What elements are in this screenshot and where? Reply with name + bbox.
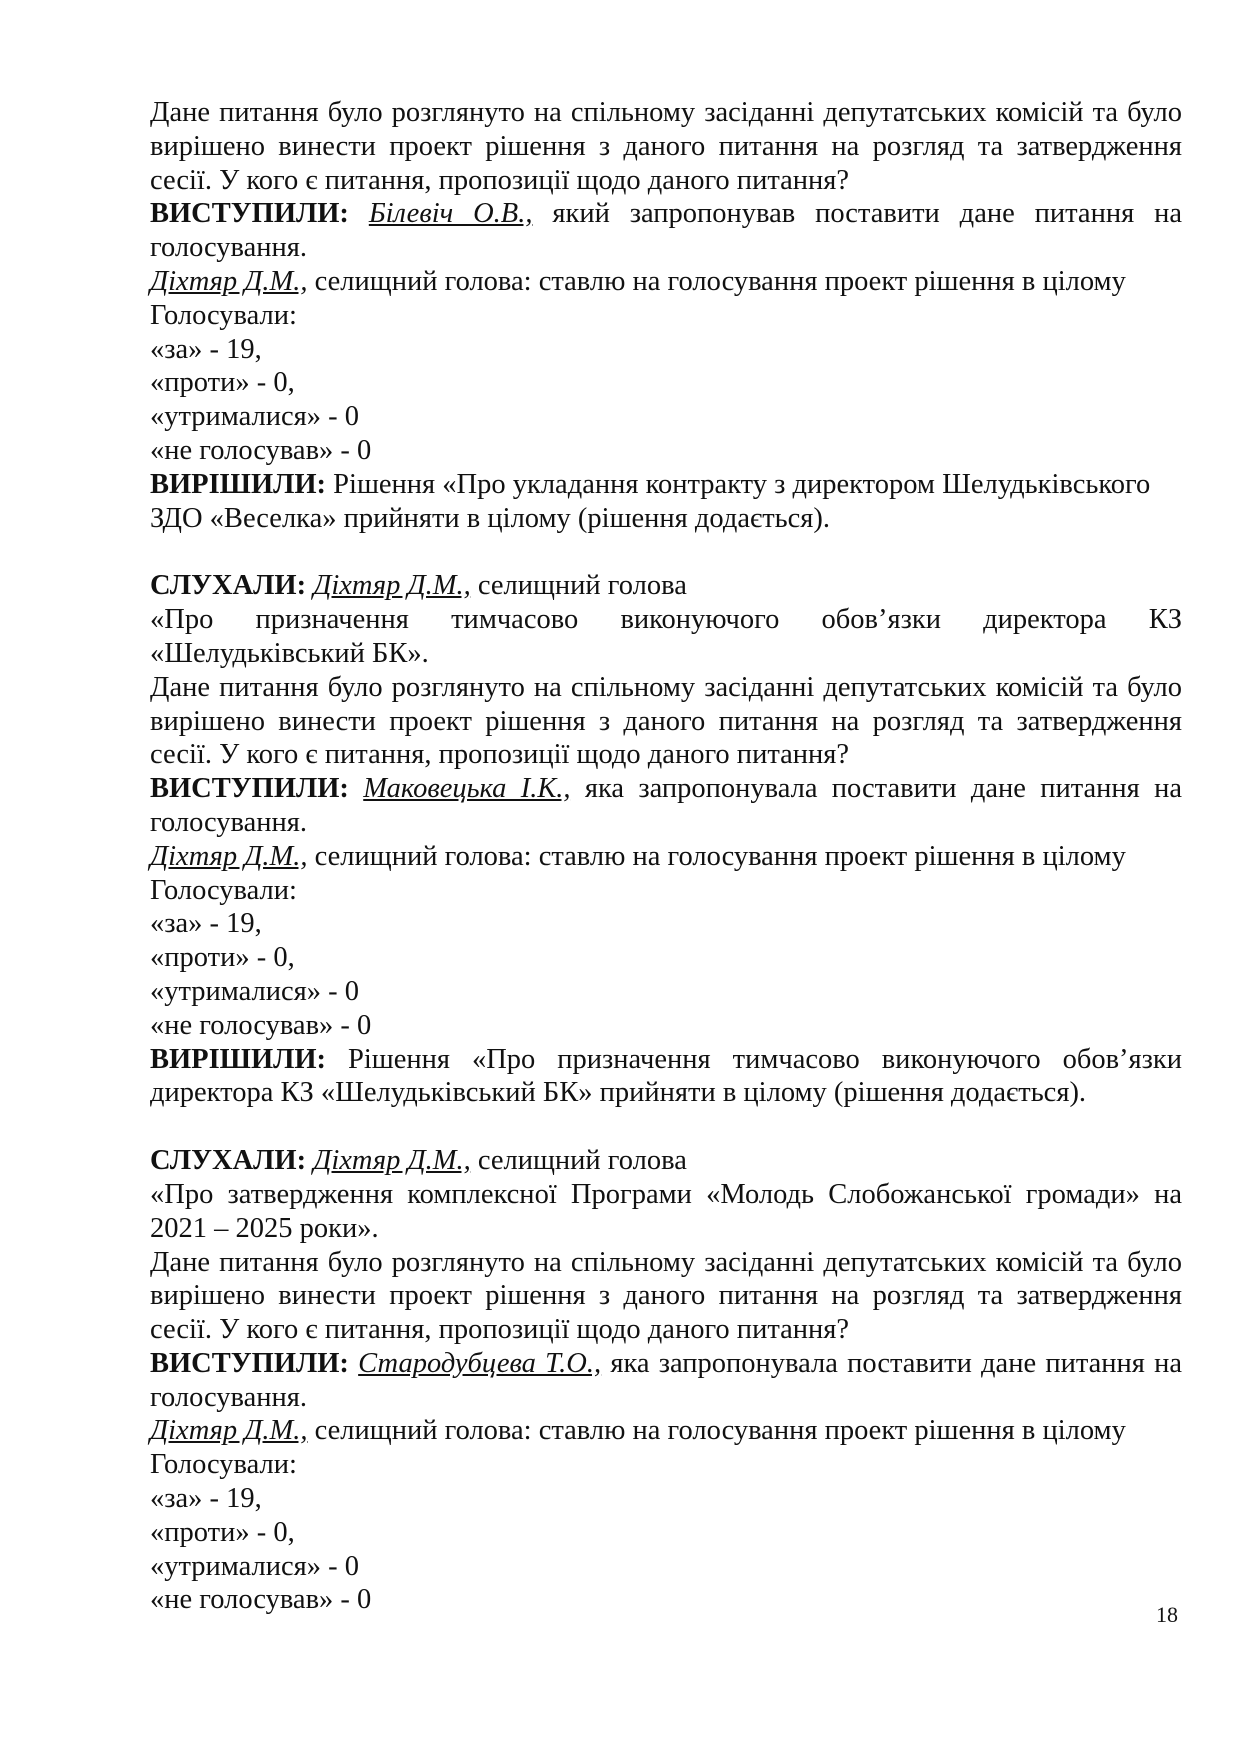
spoke-label: ВИСТУПИЛИ: [150,198,349,230]
chair-name: Діхтяр Д.М., [150,1415,308,1447]
decision-text: Рішення «Про призначення тимчасово виконуючого обов’язки [326,1043,1182,1075]
votes-for: «за» - 19, [150,908,262,940]
decision-text: Рішення «Про укладання контракту з директором Шелудьківського [326,468,1151,500]
speaker-name: Маковецька І.К., [363,773,571,805]
decision-paragraph [150,1043,1182,1077]
speaker-text: яка запропонувала поставити дане питання на голосування. [150,773,1182,838]
voted-label: Голосували: [150,1449,297,1481]
page-number: 18 [1156,1602,1178,1627]
votes-against: «проти» - 0, [150,942,295,974]
decision-paragraph [150,468,1182,536]
speaker-text: яка запропонувала поставити дане питання на голосування. [150,1347,1182,1413]
votes-not-voted: «не голосував» - 0 [150,434,372,466]
spoke-label: ВИСТУПИЛИ: [150,773,349,805]
votes-for: «за» - 19, [150,1483,262,1515]
vote-call-text: селищний голова: ставлю на голосування проект рішення в цілому [307,265,1126,297]
speaker-name: Білевіч О.В., [368,198,533,230]
decision-text: директора КЗ «Шелудьківський БК» прийняти в цілому (рішення додається). [150,1077,1087,1109]
vote-call-paragraph [150,840,1182,874]
heard-paragraph [150,1144,1182,1178]
chair-name: Діхтяр Д.М., [150,840,308,872]
chair-role: селищний голова [470,1145,687,1177]
votes-not-voted: «не голосував» - 0 [150,1584,372,1616]
topic-line: «Про призначення тимчасово виконуючого обов’язки директора КЗ [150,604,1182,636]
votes-abstained: «утрималися» - 0 [150,1550,360,1582]
chair-name: Діхтяр Д.М., [313,1145,471,1177]
document-page [150,96,1182,1617]
voted-label: Голосували: [150,299,297,331]
votes-for: «за» - 19, [150,333,262,365]
votes-not-voted: «не голосував» - 0 [150,1009,372,1041]
chair-role: селищний голова [470,570,687,602]
discussion-paragraph: Дане питання було розглянуто на спільному засіданні депутатських комісій та було вирішено винести проект рішення з даного питання на розгляд та затвердження сесії. У кого є питання, пропозиції щодо даного питання? [150,671,1182,771]
discussion-paragraph: Дане питання було розглянуто на спільному засіданні депутатських комісій та було вирішено винести проект рішення з даного питання на розгляд та затвердження сесії. У кого є питання, пропозиції щодо даного питання? [150,97,1182,196]
votes-against: «проти» - 0, [150,367,295,399]
chair-name: Діхтяр Д.М., [150,265,308,297]
voted-label: Голосували: [150,874,297,906]
speaker-name: Стародубцева Т.О., [358,1347,602,1379]
chair-name: Діхтяр Д.М., [313,570,471,602]
votes-abstained: «утрималися» - 0 [150,975,360,1007]
spoke-label: ВИСТУПИЛИ: [150,1347,349,1379]
vote-call-text: селищний голова: ставлю на голосування проект рішення в цілому [307,840,1126,872]
decision-text: ЗДО «Веселка» прийняти в цілому (рішення додається). [150,502,831,534]
spoke-paragraph [150,772,1182,840]
topic-line: «Шелудьківський БК». [150,637,429,669]
votes-abstained: «утрималися» - 0 [150,401,360,433]
vote-call-paragraph [150,265,1182,299]
decided-label: ВИРІШИЛИ: [150,468,327,500]
votes-against: «проти» - 0, [150,1516,295,1548]
heard-label: СЛУХАЛИ: [150,1145,307,1177]
vote-call-paragraph [150,1414,1182,1448]
spoke-paragraph [150,1347,1182,1415]
decided-label: ВИРІШИЛИ: [150,1043,327,1075]
topic-paragraph: «Про затвердження комплексної Програми «Молодь Слобожанської громади» на 2021 – 2025 роки». [150,1178,1182,1244]
vote-call-text: селищний голова: ставлю на голосування проект рішення в цілому [307,1415,1126,1447]
heard-label: СЛУХАЛИ: [150,570,307,602]
discussion-paragraph: Дане питання було розглянуто на спільному засіданні депутатських комісій та було вирішено винести проект рішення з даного питання на розгляд та затвердження сесії. У кого є питання, пропозиції щодо даного питання? [150,1246,1182,1346]
heard-paragraph [150,569,1182,603]
spoke-paragraph [150,197,1182,265]
speaker-text: який запропонував поставити дане питання на голосування. [150,198,1182,264]
